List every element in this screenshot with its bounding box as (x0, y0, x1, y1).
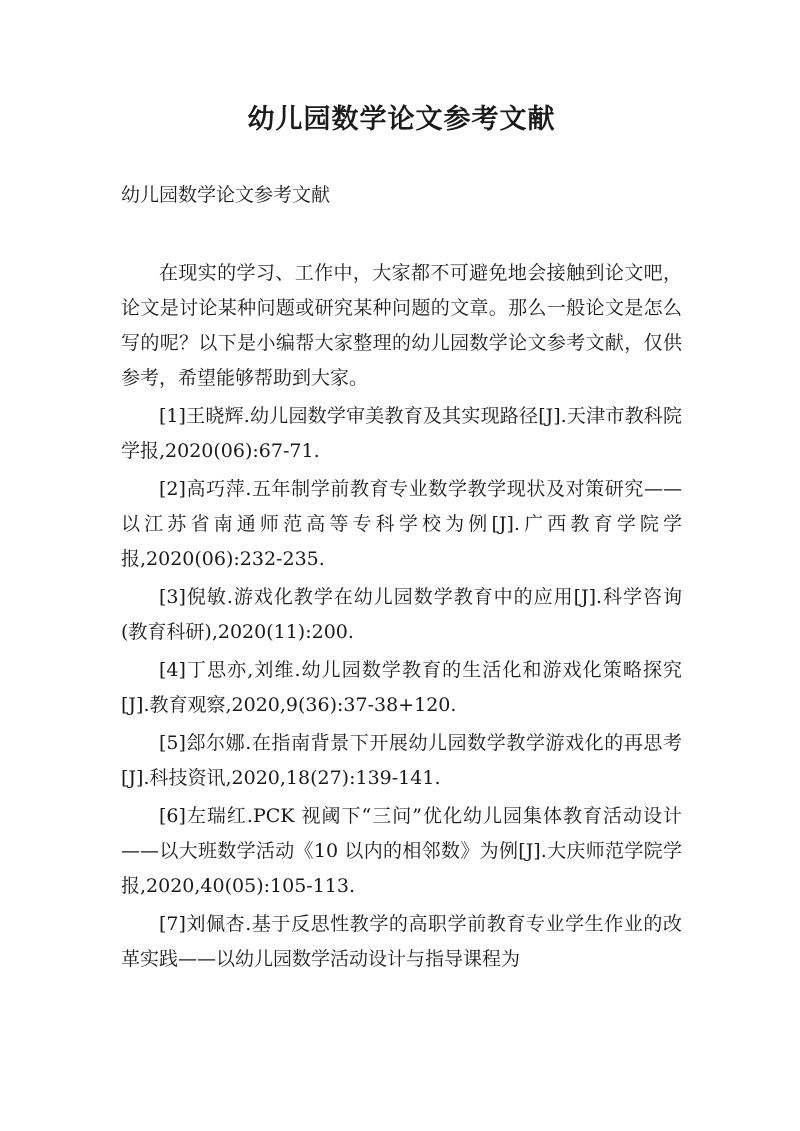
intro-paragraph: 在现实的学习、工作中，大家都不可避免地会接触到论文吧，论文是讨论某种问题或研究某种问题的文章。那么一般论文是怎么写的呢？以下是小编帮大家整理的幼儿园数学论文参考文献，仅供参考，希望能够帮助到大家。 (121, 262, 682, 389)
document-subtitle: 幼儿园数学论文参考文献 (121, 184, 331, 206)
reference-item-7: [7]刘佩杏.基于反思性教学的高职学前教育专业学生作业的改革实践——以幼儿园数学活动设计与指导课程为 (121, 913, 682, 970)
reference-item-6: [6]左瑞红.PCK 视阈下“三问”优化幼儿园集体教育活动设计——以大班数学活动《10 以内的相邻数》为例[J].大庆师范学院学报,2020,40(05):105-113. (121, 805, 682, 897)
reference-item-2: [2]高巧萍.五年制学前教育专业数学教学现状及对策研究——以江苏省南通师范高等专科学校为例[J].广西教育学院学报,2020(06):232-235. (121, 478, 682, 570)
reference-item-4: [4]丁思亦,刘维.幼儿园数学教育的生活化和游戏化策略探究[J].教育观察,2020,9(36):37-38+120. (121, 659, 682, 716)
reference-item-3: [3]倪敏.游戏化教学在幼儿园数学教育中的应用[J].科学咨询(教育科研),2020(11):200. (121, 586, 682, 643)
reference-list (121, 399, 682, 977)
document-title: 幼儿园数学论文参考文献 (247, 104, 556, 135)
reference-item-5: [5]郐尔娜.在指南背景下开展幼儿园数学教学游戏化的再思考[J].科技资讯,2020,18(27):139-141. (121, 732, 682, 789)
reference-item-1: [1]王晓辉.幼儿园数学审美教育及其实现路径[J].天津市教科院学报,2020(06):67-71. (121, 405, 682, 462)
